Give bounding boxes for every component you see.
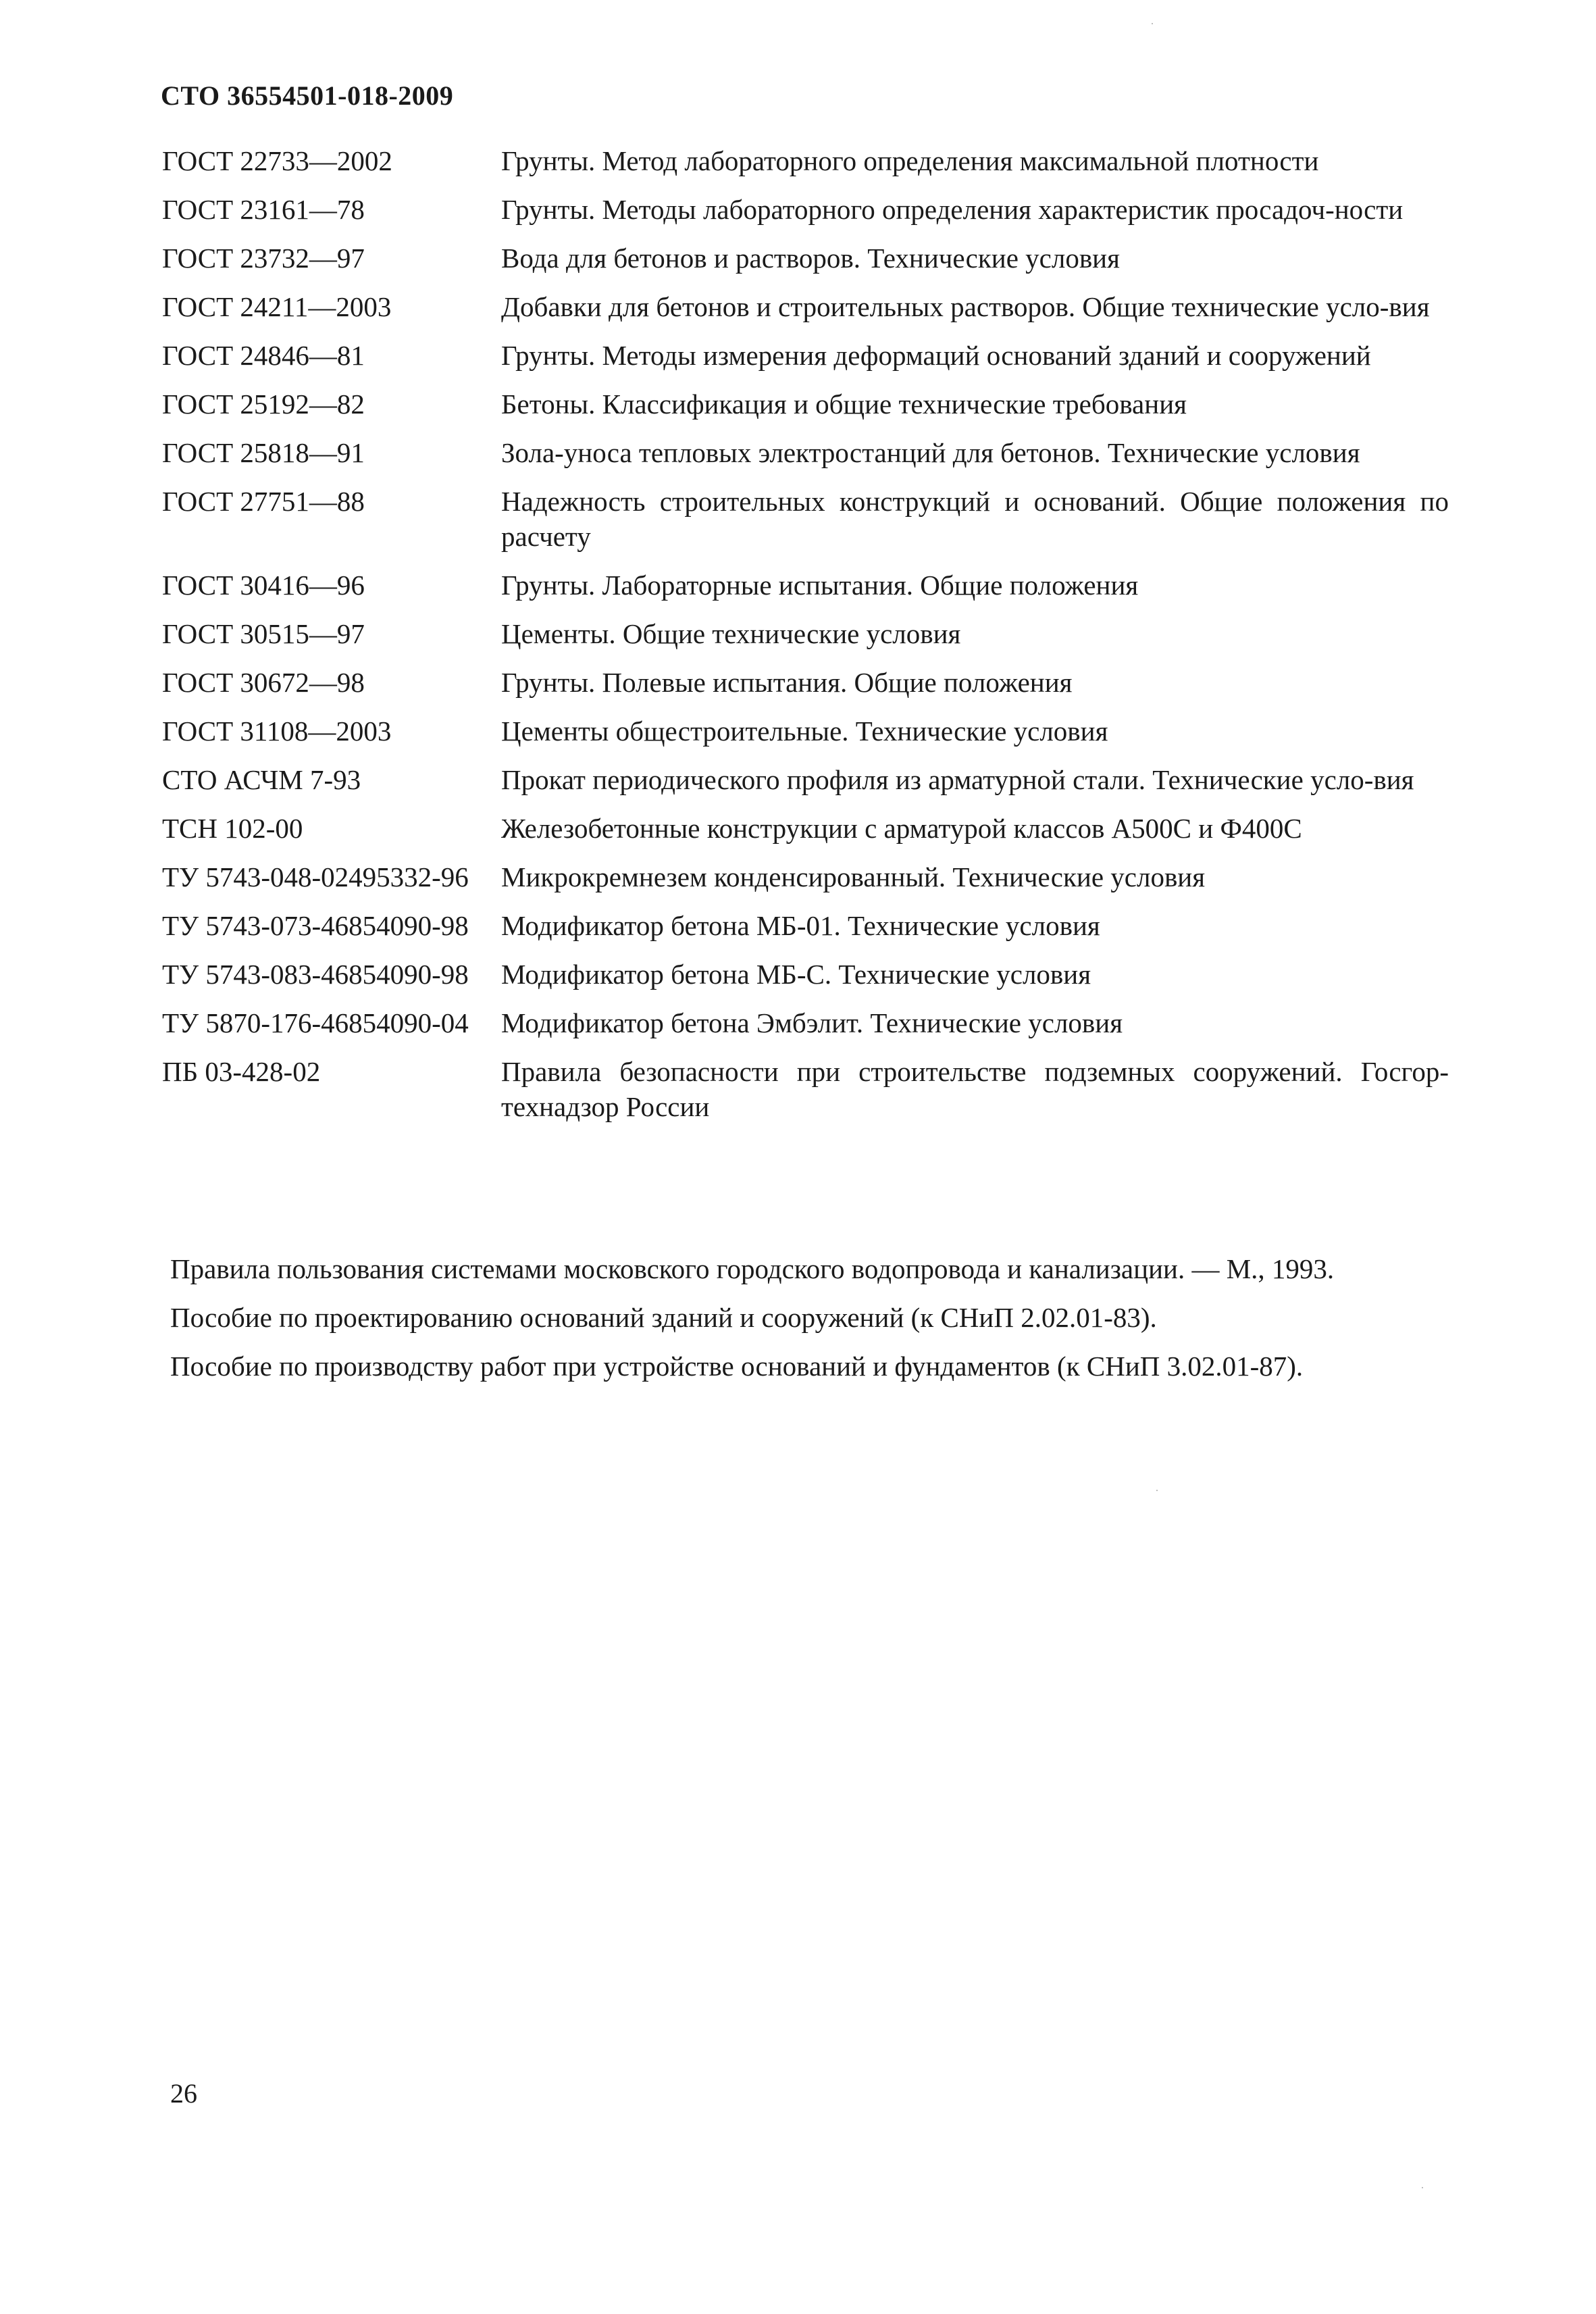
reference-row (162, 484, 1449, 554)
reference-row (162, 957, 1449, 992)
reference-code: СТО АСЧМ 7-93 (162, 764, 361, 795)
reference-title: Правила безопасности при строительстве подземных сооружений. Госгор-технадзор России (501, 1056, 1449, 1122)
reference-row (162, 338, 1449, 373)
reference-title: Грунты. Лабораторные испытания. Общие положения (501, 570, 1139, 601)
reference-code: ТУ 5743-073-46854090-98 (162, 910, 469, 941)
reference-title: Надежность строительных конструкций и оснований. Общие положения по расчету (501, 486, 1449, 552)
scan-speck (1152, 23, 1153, 24)
reference-code: ГОСТ 23161—78 (162, 194, 365, 225)
reference-title: Зола-уноса тепловых электростанций для бетонов. Технические условия (501, 437, 1360, 468)
reference-note: Правила пользования системами московского городского водопровода и канализации. — М., 1993. (170, 1253, 1335, 1284)
reference-code: ГОСТ 24211—2003 (162, 291, 392, 322)
reference-code: ТУ 5743-048-02495332-96 (162, 861, 469, 892)
reference-code: ГОСТ 24846—81 (162, 340, 365, 371)
reference-row (162, 762, 1449, 797)
reference-code: ГОСТ 23732—97 (162, 243, 365, 274)
document-code-header: СТО 36554501-018-2009 (161, 80, 454, 111)
reference-code: ГОСТ 25192—82 (162, 388, 365, 420)
reference-code: ТСН 102-00 (162, 813, 303, 844)
reference-row (162, 1054, 1449, 1124)
reference-code: ТУ 5743-083-46854090-98 (162, 959, 469, 990)
reference-row (162, 435, 1449, 470)
reference-title: Железобетонные конструкции с арматурой классов А500С и Ф400С (501, 813, 1302, 844)
reference-title: Грунты. Полевые испытания. Общие положения (501, 667, 1073, 698)
reference-note: Пособие по производству работ при устройстве оснований и фундаментов (к СНиП 3.02.01-87). (170, 1351, 1304, 1382)
reference-title: Цементы общестроительные. Технические условия (501, 715, 1108, 747)
reference-code: ГОСТ 31108—2003 (162, 715, 392, 747)
reference-code: ГОСТ 30416—96 (162, 570, 365, 601)
reference-row (162, 665, 1449, 700)
reference-title: Модификатор бетона МБ-01. Технические условия (501, 910, 1100, 941)
reference-row (162, 289, 1449, 324)
reference-title: Грунты. Метод лабораторного определения максимальной плотности (501, 145, 1319, 176)
reference-code: ГОСТ 27751—88 (162, 486, 365, 517)
reference-title: Микрокремнезем конденсированный. Технические условия (501, 861, 1206, 892)
reference-row (162, 616, 1449, 651)
reference-row (162, 713, 1449, 749)
additional-references (170, 1251, 1450, 1397)
reference-row (162, 568, 1449, 603)
reference-title: Бетоны. Классификация и общие технические требования (501, 388, 1187, 420)
reference-title: Модификатор бетона МБ-С. Технические условия (501, 959, 1091, 990)
scan-speck (1422, 2187, 1423, 2188)
reference-title: Грунты. Методы измерения деформаций оснований зданий и сооружений (501, 340, 1371, 371)
reference-code: ГОСТ 25818—91 (162, 437, 365, 468)
reference-row (162, 143, 1449, 178)
reference-note: Пособие по проектированию оснований зданий и сооружений (к СНиП 2.02.01-83). (170, 1302, 1157, 1333)
scan-speck (1156, 1490, 1158, 1491)
reference-code: ТУ 5870-176-46854090-04 (162, 1007, 469, 1038)
reference-code: ГОСТ 30515—97 (162, 618, 365, 649)
reference-row (162, 811, 1449, 846)
reference-code: ГОСТ 22733—2002 (162, 145, 392, 176)
reference-title: Добавки для бетонов и строительных растворов. Общие технические усло-вия (501, 291, 1430, 322)
reference-title: Цементы. Общие технические условия (501, 618, 961, 649)
page-number: 26 (170, 2078, 197, 2109)
reference-row (162, 192, 1449, 227)
reference-row (162, 1005, 1449, 1040)
reference-row (162, 859, 1449, 895)
reference-row (162, 386, 1449, 422)
reference-row (162, 908, 1449, 943)
reference-title: Вода для бетонов и растворов. Технические условия (501, 243, 1120, 274)
reference-list (162, 143, 1449, 1138)
reference-code: ПБ 03-428-02 (162, 1056, 321, 1087)
reference-row (162, 241, 1449, 276)
reference-title: Грунты. Методы лабораторного определения характеристик просадоч-ности (501, 194, 1404, 225)
reference-code: ГОСТ 30672—98 (162, 667, 365, 698)
reference-title: Прокат периодического профиля из арматурной стали. Технические усло-вия (501, 764, 1414, 795)
reference-title: Модификатор бетона Эмбэлит. Технические условия (501, 1007, 1123, 1038)
